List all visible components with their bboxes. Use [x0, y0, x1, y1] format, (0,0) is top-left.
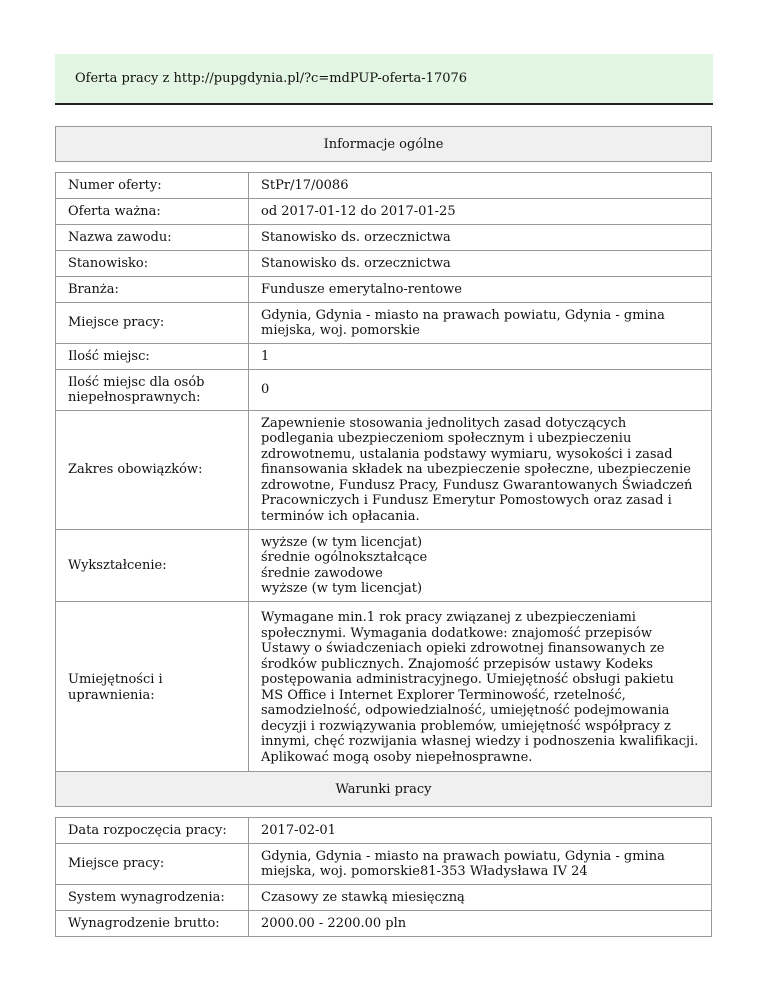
row-label: Wynagrodzenie brutto: — [56, 911, 249, 937]
table-row — [56, 370, 712, 411]
table-row — [56, 344, 712, 370]
row-label: Stanowisko: — [56, 251, 249, 277]
table-row — [56, 199, 712, 225]
offer-source-banner — [55, 54, 713, 105]
table-row — [56, 911, 712, 937]
row-value: 2017-02-01 — [249, 818, 712, 844]
table-row — [56, 411, 712, 530]
row-value: Stanowisko ds. orzecznictwa — [249, 251, 712, 277]
table-row — [56, 277, 712, 303]
offer-source-text: Oferta pracy z http://pupgdynia.pl/?c=mdPUP-oferta-17076 — [75, 71, 468, 86]
row-label: Data rozpoczęcia pracy: — [56, 818, 249, 844]
table-row — [56, 844, 712, 885]
work-conditions-table — [55, 817, 712, 937]
row-value: Gdynia, Gdynia - miasto na prawach powiatu, Gdynia - gmina miejska, woj. pomorskie81-353 Władysława IV 24 — [249, 844, 712, 885]
row-label: Ilość miejsc dla osób niepełnosprawnych: — [56, 370, 249, 411]
row-label: Branża: — [56, 277, 249, 303]
row-value: od 2017-01-12 do 2017-01-25 — [249, 199, 712, 225]
row-value: 2000.00 - 2200.00 pln — [249, 911, 712, 937]
table-row — [56, 885, 712, 911]
row-value: 1 — [249, 344, 712, 370]
general-info-table — [55, 172, 712, 774]
row-value: Czasowy ze stawką miesięczną — [249, 885, 712, 911]
section-title: Warunki pracy — [335, 781, 432, 797]
row-value: Fundusze emerytalno-rentowe — [249, 277, 712, 303]
row-value: wyższe (w tym licencjat) średnie ogólnokształcące średnie zawodowe wyższe (w tym licencjat) — [249, 530, 712, 602]
section-title: Informacje ogólne — [323, 136, 444, 152]
section-header-work-conditions — [55, 771, 712, 807]
row-value: Gdynia, Gdynia - miasto na prawach powiatu, Gdynia - gmina miejska, woj. pomorskie — [249, 303, 712, 344]
row-label: System wynagrodzenia: — [56, 885, 249, 911]
row-label: Oferta ważna: — [56, 199, 249, 225]
table-row — [56, 225, 712, 251]
row-value: 0 — [249, 370, 712, 411]
table-row — [56, 173, 712, 199]
row-label: Umiejętności i uprawnienia: — [56, 602, 249, 774]
row-label: Wykształcenie: — [56, 530, 249, 602]
table-row — [56, 303, 712, 344]
row-label: Miejsce pracy: — [56, 844, 249, 885]
row-label: Numer oferty: — [56, 173, 249, 199]
table-row — [56, 251, 712, 277]
row-value: Zapewnienie stosowania jednolitych zasad dotyczących podlegania ubezpieczeniom społecznym i ubezpieczeniu zdrowotnemu, ustalania podstawy wymiaru, wysokości i zasad finansowania składek na ubezpieczenie społeczne, ubezpieczenie zdrowotne, Fundusz Pracy, Fundusz Gwarantowanych Świadczeń Pracowniczych i Fundusz Emerytur Pomostowych oraz zasad i terminów ich opłacania. — [249, 411, 712, 530]
row-value: Stanowisko ds. orzecznictwa — [249, 225, 712, 251]
row-label: Nazwa zawodu: — [56, 225, 249, 251]
table-row — [56, 818, 712, 844]
row-label: Zakres obowiązków: — [56, 411, 249, 530]
table-row — [56, 602, 712, 774]
row-value: StPr/17/0086 — [249, 173, 712, 199]
row-label: Miejsce pracy: — [56, 303, 249, 344]
row-value: Wymagane min.1 rok pracy związanej z ubezpieczeniami społecznymi. Wymagania dodatkowe: znajomość przepisów Ustawy o świadczeniach opieki zdrowotnej finansowanych ze środków publicznych. Znajomość przepisów ustawy Kodeks postępowania administracyjnego. Umiejętność obsługi pakietu MS Office i Internet Explorer Terminowość, rzetelność, samodzielność, odpowiedzialność, umiejętność podejmowania decyzji i rozwiązywania problemów, umiejętność współpracy z innymi, chęć rozwijania własnej wiedzy i podnoszenia kwalifikacji. Aplikować mogą osoby niepełnosprawne. — [249, 602, 712, 774]
section-header-general-info — [55, 126, 712, 162]
table-row — [56, 530, 712, 602]
row-label: Ilość miejsc: — [56, 344, 249, 370]
